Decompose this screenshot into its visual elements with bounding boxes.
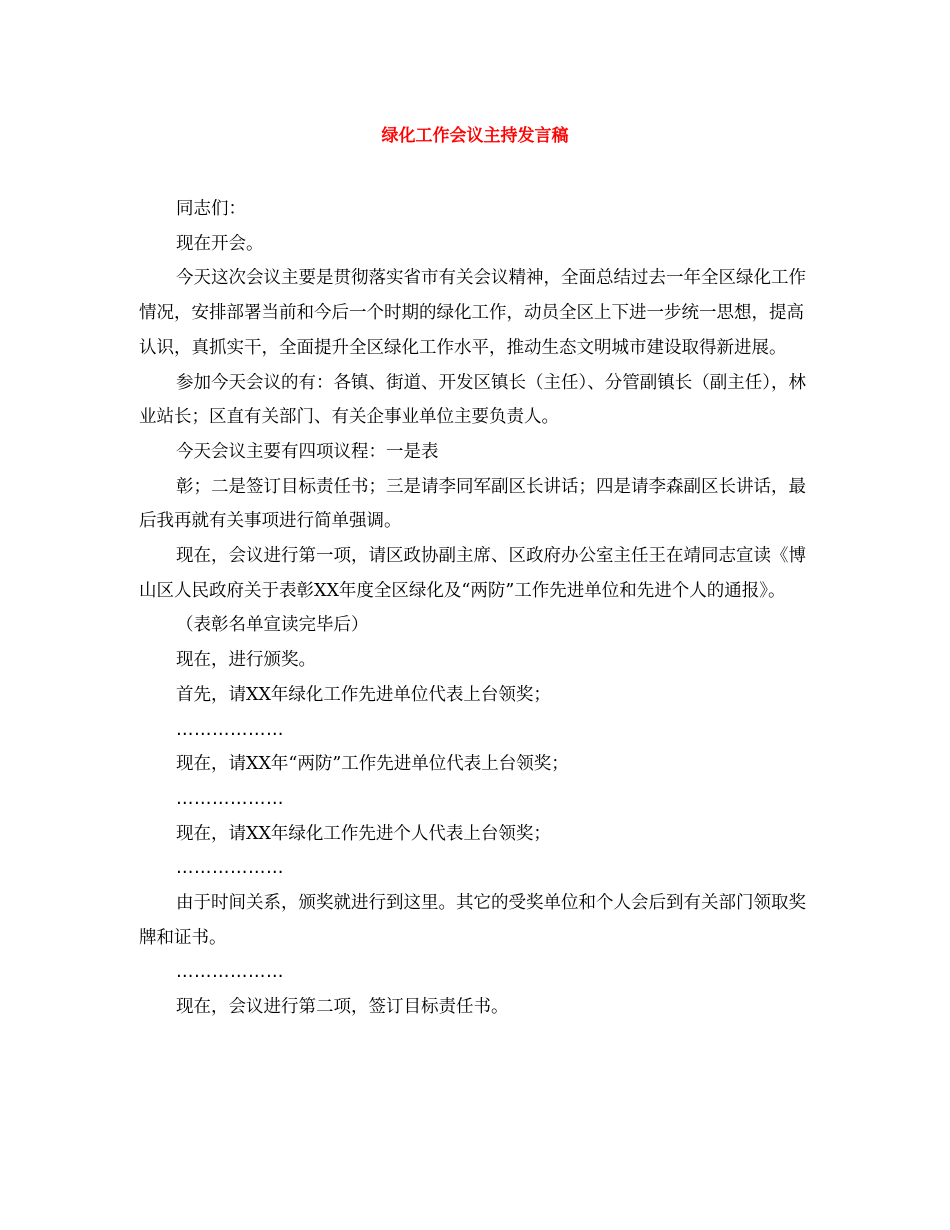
paragraph: 现在，会议进行第二项，签订目标责任书。 [176, 997, 509, 1018]
ellipsis-line: ……………… [176, 962, 284, 983]
ellipsis-line: ……………… [176, 858, 284, 879]
paragraph: （表彰名单宣读完毕后） [176, 615, 369, 636]
paragraph: 今天会议主要有四项议程：一是表 [176, 441, 439, 462]
paragraph: 由于时间关系，颁奖就进行到这里。其它的受奖单位和个人会后到有关部门领取奖牌和证书。 [139, 893, 806, 948]
paragraph: 同志们： [176, 199, 246, 219]
paragraph: 现在开会。 [176, 233, 264, 254]
paragraph: 今天这次会议主要是贯彻落实省市有关会议精神，全面总结过去一年全区绿化工作情况，安排部署当前和今后一个时期的绿化工作，动员全区上下进一步统一思想，提高认识，真抓实干，全面提升全区绿化工作水平，推动生态文明城市建设取得新进展。 [139, 268, 806, 358]
paragraph: 首先，请XX年绿化工作先进单位代表上台领奖； [176, 684, 551, 705]
ellipsis-line: ……………… [176, 719, 284, 740]
paragraph: 现在，请XX年绿化工作先进个人代表上台领奖； [176, 823, 551, 844]
paragraph: 现在，进行颁奖。 [176, 650, 316, 671]
document-body [139, 192, 819, 1025]
paragraph: 参加今天会议的有：各镇、街道、开发区镇长（主任）、分管副镇长（副主任），林业站长；区直有关部门、有关企事业单位主要负责人。 [139, 372, 806, 428]
paragraph: 彰；二是签订目标责任书；三是请李同军副区长讲话；四是请李森副区长讲话，最后我再就有关事项进行简单强调。 [139, 476, 806, 532]
ellipsis-line: ……………… [176, 788, 284, 809]
paragraph: 现在，会议进行第一项，请区政协副主席、区政府办公室主任王在靖同志宣读《博山区人民政府关于表彰XX年度全区绿化及“两防”工作先进单位和先进个人的通报》。 [139, 546, 806, 601]
document-title: 绿化工作会议主持发言稿 [381, 126, 569, 146]
paragraph: 现在，请XX年“两防”工作先进单位代表上台领奖； [176, 754, 569, 775]
